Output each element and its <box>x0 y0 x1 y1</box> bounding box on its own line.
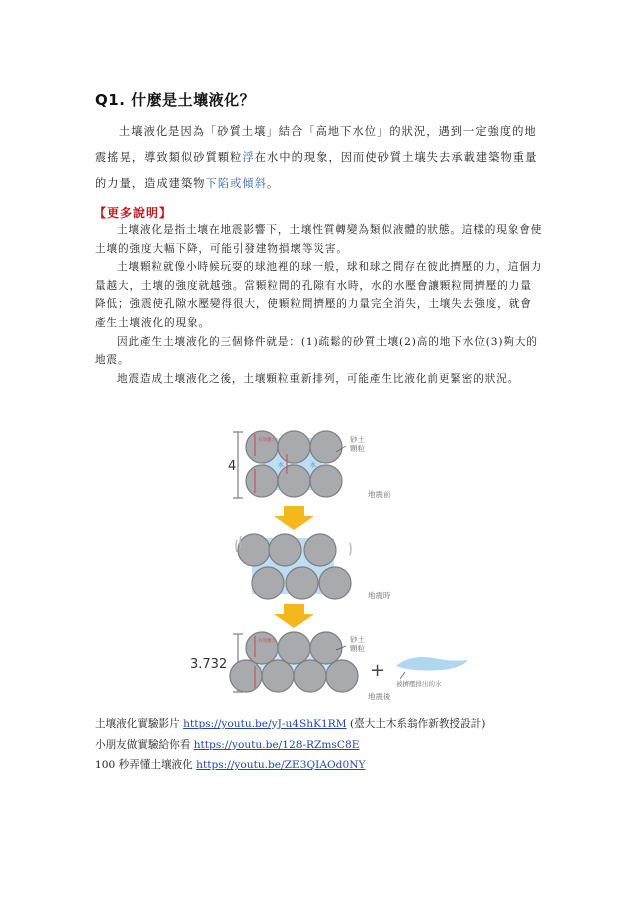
grain <box>278 465 310 497</box>
intro-highlight-sink: 下陷或傾斜 <box>205 177 268 190</box>
grain <box>246 632 278 664</box>
label-before: 地震前 <box>368 490 391 499</box>
label-during: 地震時 <box>368 591 391 600</box>
paragraph-ball-pool: 土壤顆粒就像小時候玩耍的球池裡的球一般，球和球之間存在彼此擠壓的力，這個力量越大，土壤的強度就越強。當顆粒間的孔隙有水時，水的水壓會讓顆粒間擠壓的力量降低；強震使孔隙水壓變得很大，使顆粒間擠壓的力量完全消失，土壤失去強度，就會產生土壤液化的現象。 <box>95 261 543 329</box>
video-link[interactable]: https://youtu.be/128-RZmsC8E <box>193 738 360 751</box>
grain <box>230 660 262 692</box>
link-row <box>95 714 555 735</box>
question-title: Q1. 什麼是土壤液化？ <box>95 91 256 109</box>
liquefaction-diagram-svg <box>190 426 470 702</box>
more-explanation-heading: 【更多說明】 <box>94 206 173 220</box>
liquefaction-diagram <box>190 426 470 702</box>
intro-paragraph <box>95 119 543 197</box>
stage-after <box>190 632 468 701</box>
stage-before <box>228 431 391 499</box>
intro-highlight-float: 浮 <box>242 151 255 164</box>
grain <box>286 567 318 599</box>
sand-grain-label-2: 砂土顆粒 <box>350 635 365 653</box>
grain <box>319 567 351 599</box>
height-label-4: 4 <box>228 459 237 474</box>
squeezed-water-icon <box>396 657 468 671</box>
label-after: 地震後 <box>368 692 391 701</box>
sand-grain-label-1: 砂土顆粒 <box>350 435 365 453</box>
grain <box>326 660 358 692</box>
video-link[interactable]: https://youtu.be/ZE3QIAOd0NY <box>196 759 366 772</box>
down-arrow-1 <box>274 506 314 530</box>
plus-sign: + <box>370 660 386 681</box>
intro-text-2: 在水中的現象，因而使砂質土壤失去承載建築物重量的力量，造成建築物 <box>95 151 538 190</box>
grain <box>269 534 301 566</box>
down-arrow-2 <box>274 604 314 628</box>
link-suffix: (臺大土木系翁作新教授設計) <box>349 718 486 730</box>
effective-stress-label-after: 有效應力 <box>258 639 276 644</box>
link-row <box>95 735 555 756</box>
water-label-leader <box>400 672 405 679</box>
grain <box>304 534 336 566</box>
grain <box>246 465 278 497</box>
grain <box>262 660 294 692</box>
grain <box>310 465 342 497</box>
grain <box>310 632 342 664</box>
paragraph-definition: 土壤液化是指土壤在地震影響下，土壤性質轉變為類似液體的狀態。這樣的現象會使土壤的強度大幅下降，可能引發建物損壞等災害。 <box>95 224 543 255</box>
water-label: 水 <box>310 462 317 469</box>
paragraph-after-quake: 地震造成土壤液化之後，土壤顆粒重新排列，可能產生比液化前更緊密的狀況。 <box>117 372 520 385</box>
height-label-3732: 3.732 <box>190 657 228 672</box>
link-caption: 100 秒弄懂土壤液化 <box>95 759 193 772</box>
link-row <box>95 755 555 776</box>
squeezed-water-label: 被擠壓排出的水 <box>396 680 442 688</box>
grain <box>294 660 326 692</box>
water-label: 水 <box>278 462 285 469</box>
intro-text-1: 土壤液化是因為「砂質土壤」結合「高地下水位」的狀況，遇到一定強度的地震搖晃，導致類似砂質顆粒 <box>95 125 537 164</box>
video-link[interactable]: https://youtu.be/yJ-u4ShK1RM <box>183 718 347 730</box>
effective-stress-label: 有效應力 <box>258 438 276 443</box>
link-caption: 土壤液化實驗影片 <box>95 718 180 730</box>
grain <box>278 632 310 664</box>
link-caption: 小朋友做實驗給你看 <box>95 738 191 751</box>
grain <box>238 534 270 566</box>
intro-text-3: 。 <box>267 177 280 190</box>
explanation-paragraphs <box>95 221 543 388</box>
paragraph-conditions: 因此產生土壤液化的三個條件就是：(1)疏鬆的砂質土壤(2)高的地下水位(3)夠大的地震。 <box>95 335 538 367</box>
video-links <box>95 714 555 776</box>
stage-during <box>236 534 391 600</box>
grain <box>278 431 310 463</box>
grain <box>252 567 284 599</box>
grain <box>246 431 278 463</box>
grain <box>310 431 342 463</box>
